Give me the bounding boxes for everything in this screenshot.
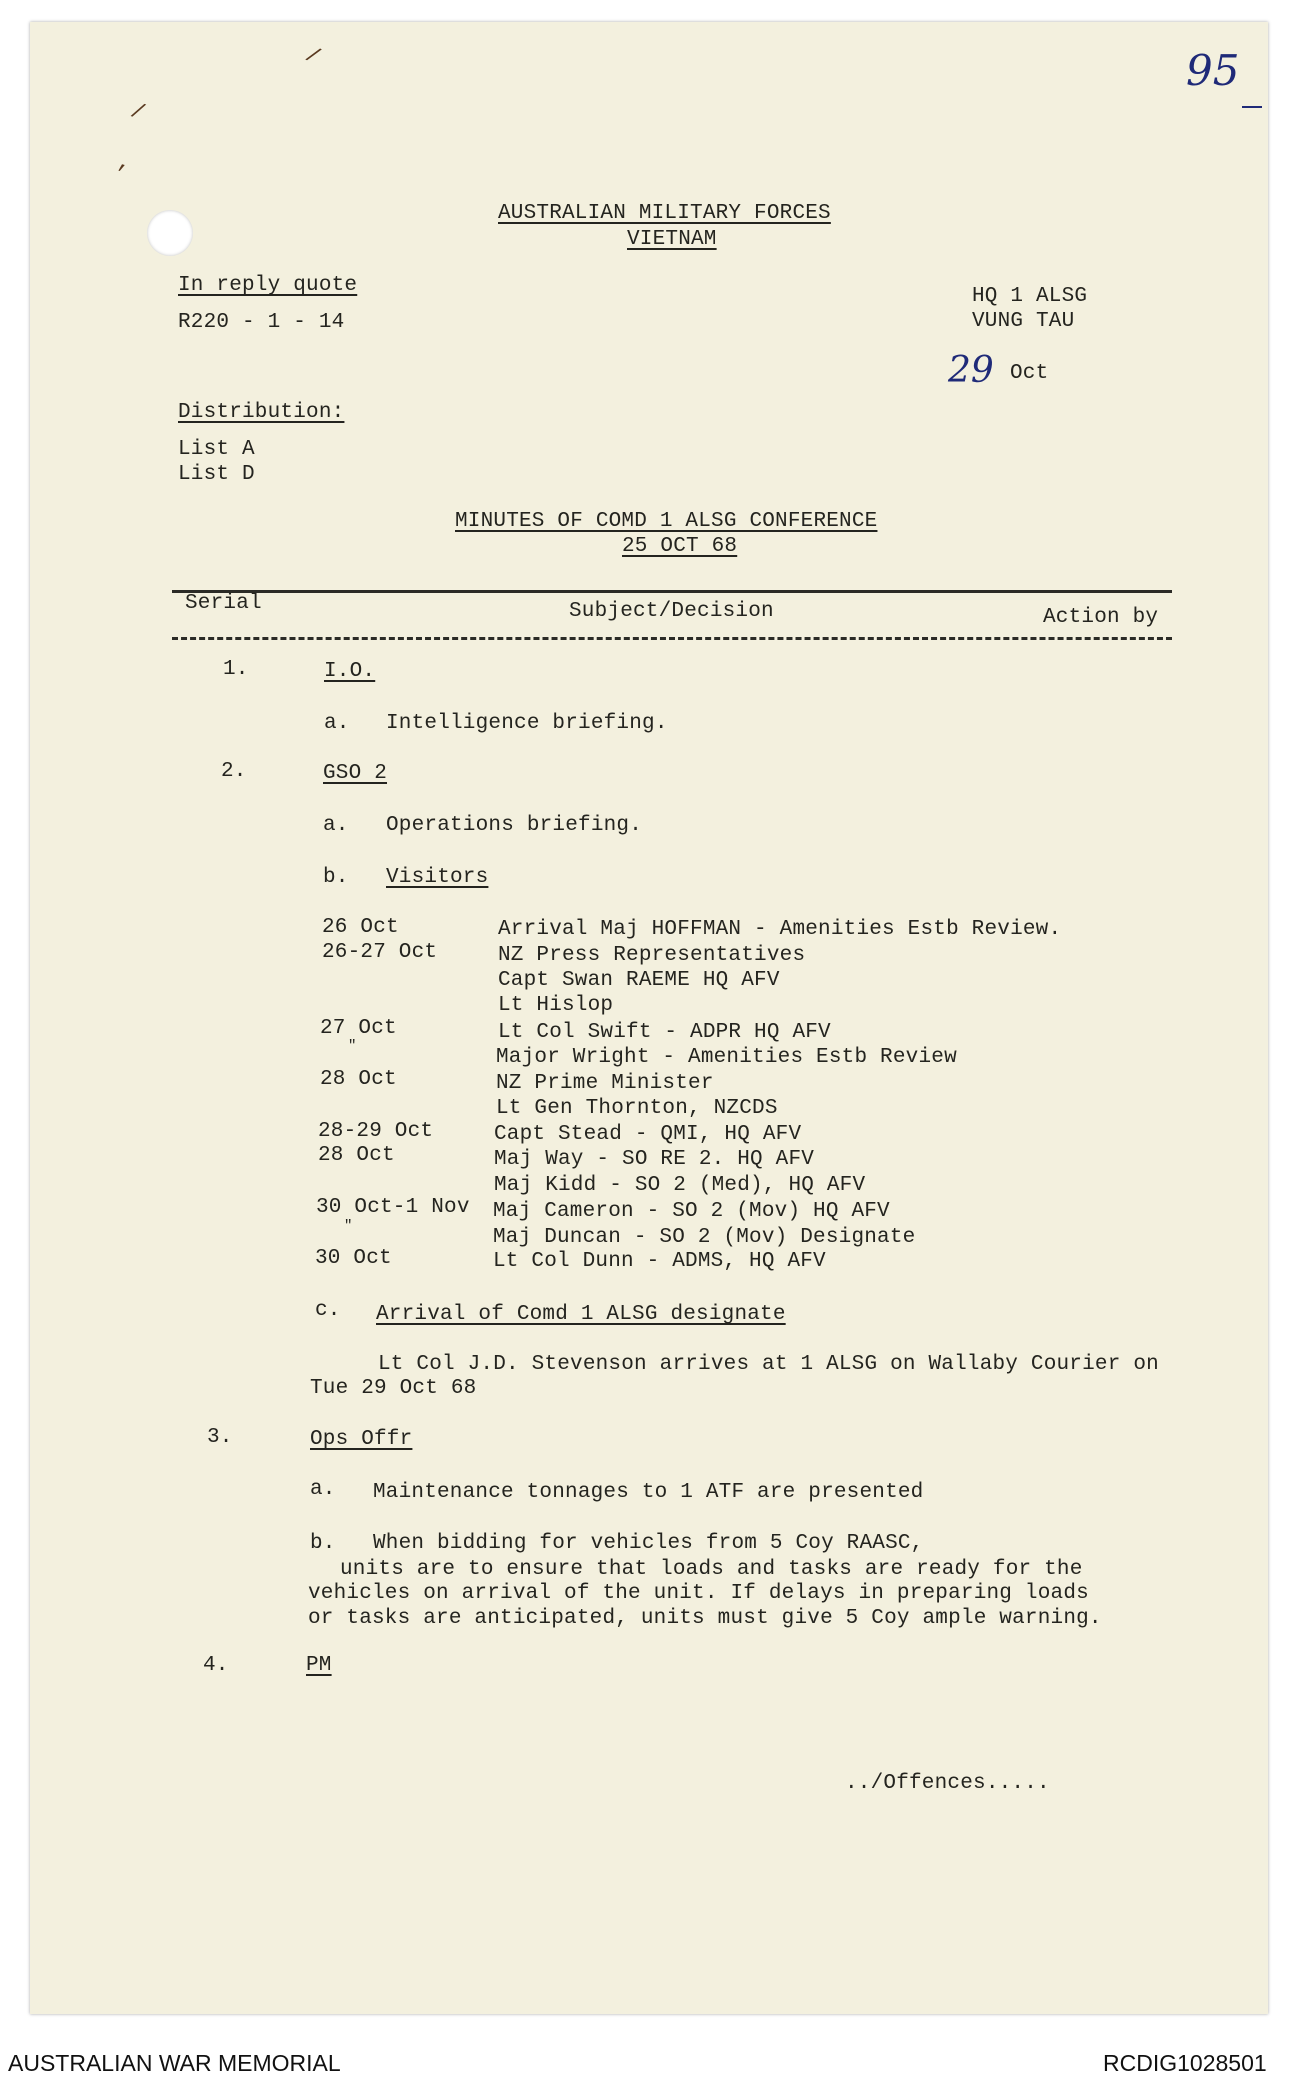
visitor-date-ditto: ": [348, 1038, 357, 1054]
visitor-entry: Lt Col Dunn - ADMS, HQ AFV: [493, 1250, 826, 1273]
item-text: Maintenance tonnages to 1 ATF are presented: [373, 1481, 924, 1504]
item-text: Lt Col J.D. Stevenson arrives at 1 ALSG on Wallaby Courier on: [378, 1353, 1159, 1376]
header-line-2: VIETNAM: [627, 228, 717, 251]
section-heading: PM: [306, 1654, 332, 1677]
visitor-entry: Maj Cameron - SO 2 (Mov) HQ AFV: [493, 1200, 890, 1223]
visitor-entry: Capt Stead - QMI, HQ AFV: [494, 1123, 802, 1146]
visitor-date: 30 Oct-1 Nov: [316, 1196, 470, 1219]
item-letter: a.: [323, 814, 349, 837]
visitor-date: 30 Oct: [315, 1247, 392, 1270]
item-letter: b.: [323, 866, 349, 889]
distribution-label: Distribution:: [178, 401, 345, 424]
visitor-entry: Maj Way - SO RE 2. HQ AFV: [494, 1148, 815, 1171]
visitor-entry: Major Wright - Amenities Estb Review: [496, 1046, 957, 1069]
visitor-date-ditto: ": [344, 1218, 353, 1234]
paper-mark: /: [301, 42, 324, 71]
section-heading: I.O.: [324, 660, 376, 683]
visitor-entry: Lt Col Swift - ADPR HQ AFV: [498, 1021, 831, 1044]
column-header-serial: Serial: [185, 592, 262, 615]
footer-source: AUSTRALIAN WAR MEMORIAL: [8, 2050, 341, 2076]
item-letter: a.: [310, 1478, 336, 1501]
column-header-action: Action by: [1043, 606, 1159, 629]
visitor-entry: Lt Hislop: [498, 994, 614, 1017]
item-text: or tasks are anticipated, units must give 5 Coy ample warning.: [308, 1607, 1102, 1630]
item-text: When bidding for vehicles from 5 Coy RAASC,: [373, 1532, 924, 1555]
visitor-entry: NZ Press Representatives: [498, 944, 806, 967]
handwritten-dash: [1242, 106, 1262, 108]
serial-number: 2.: [221, 760, 247, 783]
visitor-entry: Lt Gen Thornton, NZCDS: [496, 1097, 778, 1120]
serial-number: 1.: [223, 658, 249, 681]
paper-mark: ,: [114, 148, 135, 177]
visitor-entry: Maj Duncan - SO 2 (Mov) Designate: [493, 1226, 916, 1249]
document-date: 25 OCT 68: [622, 535, 738, 558]
section-heading: GSO 2: [323, 762, 388, 785]
serial-number: 4.: [203, 1654, 229, 1677]
date-month: Oct: [1010, 362, 1049, 385]
item-letter: c.: [315, 1299, 341, 1322]
visitor-entry: NZ Prime Minister: [496, 1072, 714, 1095]
table-header-rule: [172, 637, 1172, 640]
section-heading: Ops Offr: [310, 1428, 413, 1451]
visitor-date: 26-27 Oct: [322, 941, 438, 964]
visitor-date: 26 Oct: [322, 916, 399, 939]
distribution-item: List A: [178, 438, 255, 461]
visitor-date: 28-29 Oct: [318, 1120, 434, 1143]
punch-hole: [147, 210, 193, 256]
visitor-date: 27 Oct: [320, 1017, 397, 1040]
continuation-marker: ../Offences.....: [845, 1772, 1050, 1795]
visitor-date: 28 Oct: [318, 1144, 395, 1167]
item-text: units are to ensure that loads and tasks are ready for the: [340, 1558, 1083, 1581]
item-letter: b.: [310, 1532, 336, 1555]
header-line-1: AUSTRALIAN MILITARY FORCES: [498, 202, 831, 225]
handwritten-date-day: 29: [948, 350, 994, 391]
item-heading: Arrival of Comd 1 ALSG designate: [376, 1303, 786, 1326]
origin-line-2: VUNG TAU: [972, 310, 1075, 333]
item-heading: Visitors: [386, 866, 489, 889]
item-text: vehicles on arrival of the unit. If delays in preparing loads: [308, 1582, 1089, 1605]
item-text: Operations briefing.: [386, 814, 643, 837]
reply-reference: R220 - 1 - 14: [178, 311, 345, 334]
origin-line-1: HQ 1 ALSG: [972, 285, 1088, 308]
item-text: Tue 29 Oct 68: [310, 1377, 477, 1400]
visitor-date: 28 Oct: [320, 1068, 397, 1091]
item-letter: a.: [324, 712, 350, 735]
reply-quote-label: In reply quote: [178, 274, 358, 297]
serial-number: 3.: [207, 1426, 233, 1449]
visitor-entry: Capt Swan RAEME HQ AFV: [498, 969, 780, 992]
visitor-entry: Arrival Maj HOFFMAN - Amenities Estb Review.: [498, 918, 1062, 941]
table-top-rule: [172, 590, 1172, 593]
footer-id: RCDIG1028501: [1103, 2050, 1267, 2076]
document-title: MINUTES OF COMD 1 ALSG CONFERENCE: [455, 510, 878, 533]
paper-mark: /: [127, 98, 149, 127]
distribution-item: List D: [178, 463, 255, 486]
column-header-subject: Subject/Decision: [569, 600, 774, 623]
handwritten-page-number: 95: [1186, 46, 1240, 95]
item-text: Intelligence briefing.: [386, 712, 668, 735]
visitor-entry: Maj Kidd - SO 2 (Med), HQ AFV: [494, 1174, 866, 1197]
